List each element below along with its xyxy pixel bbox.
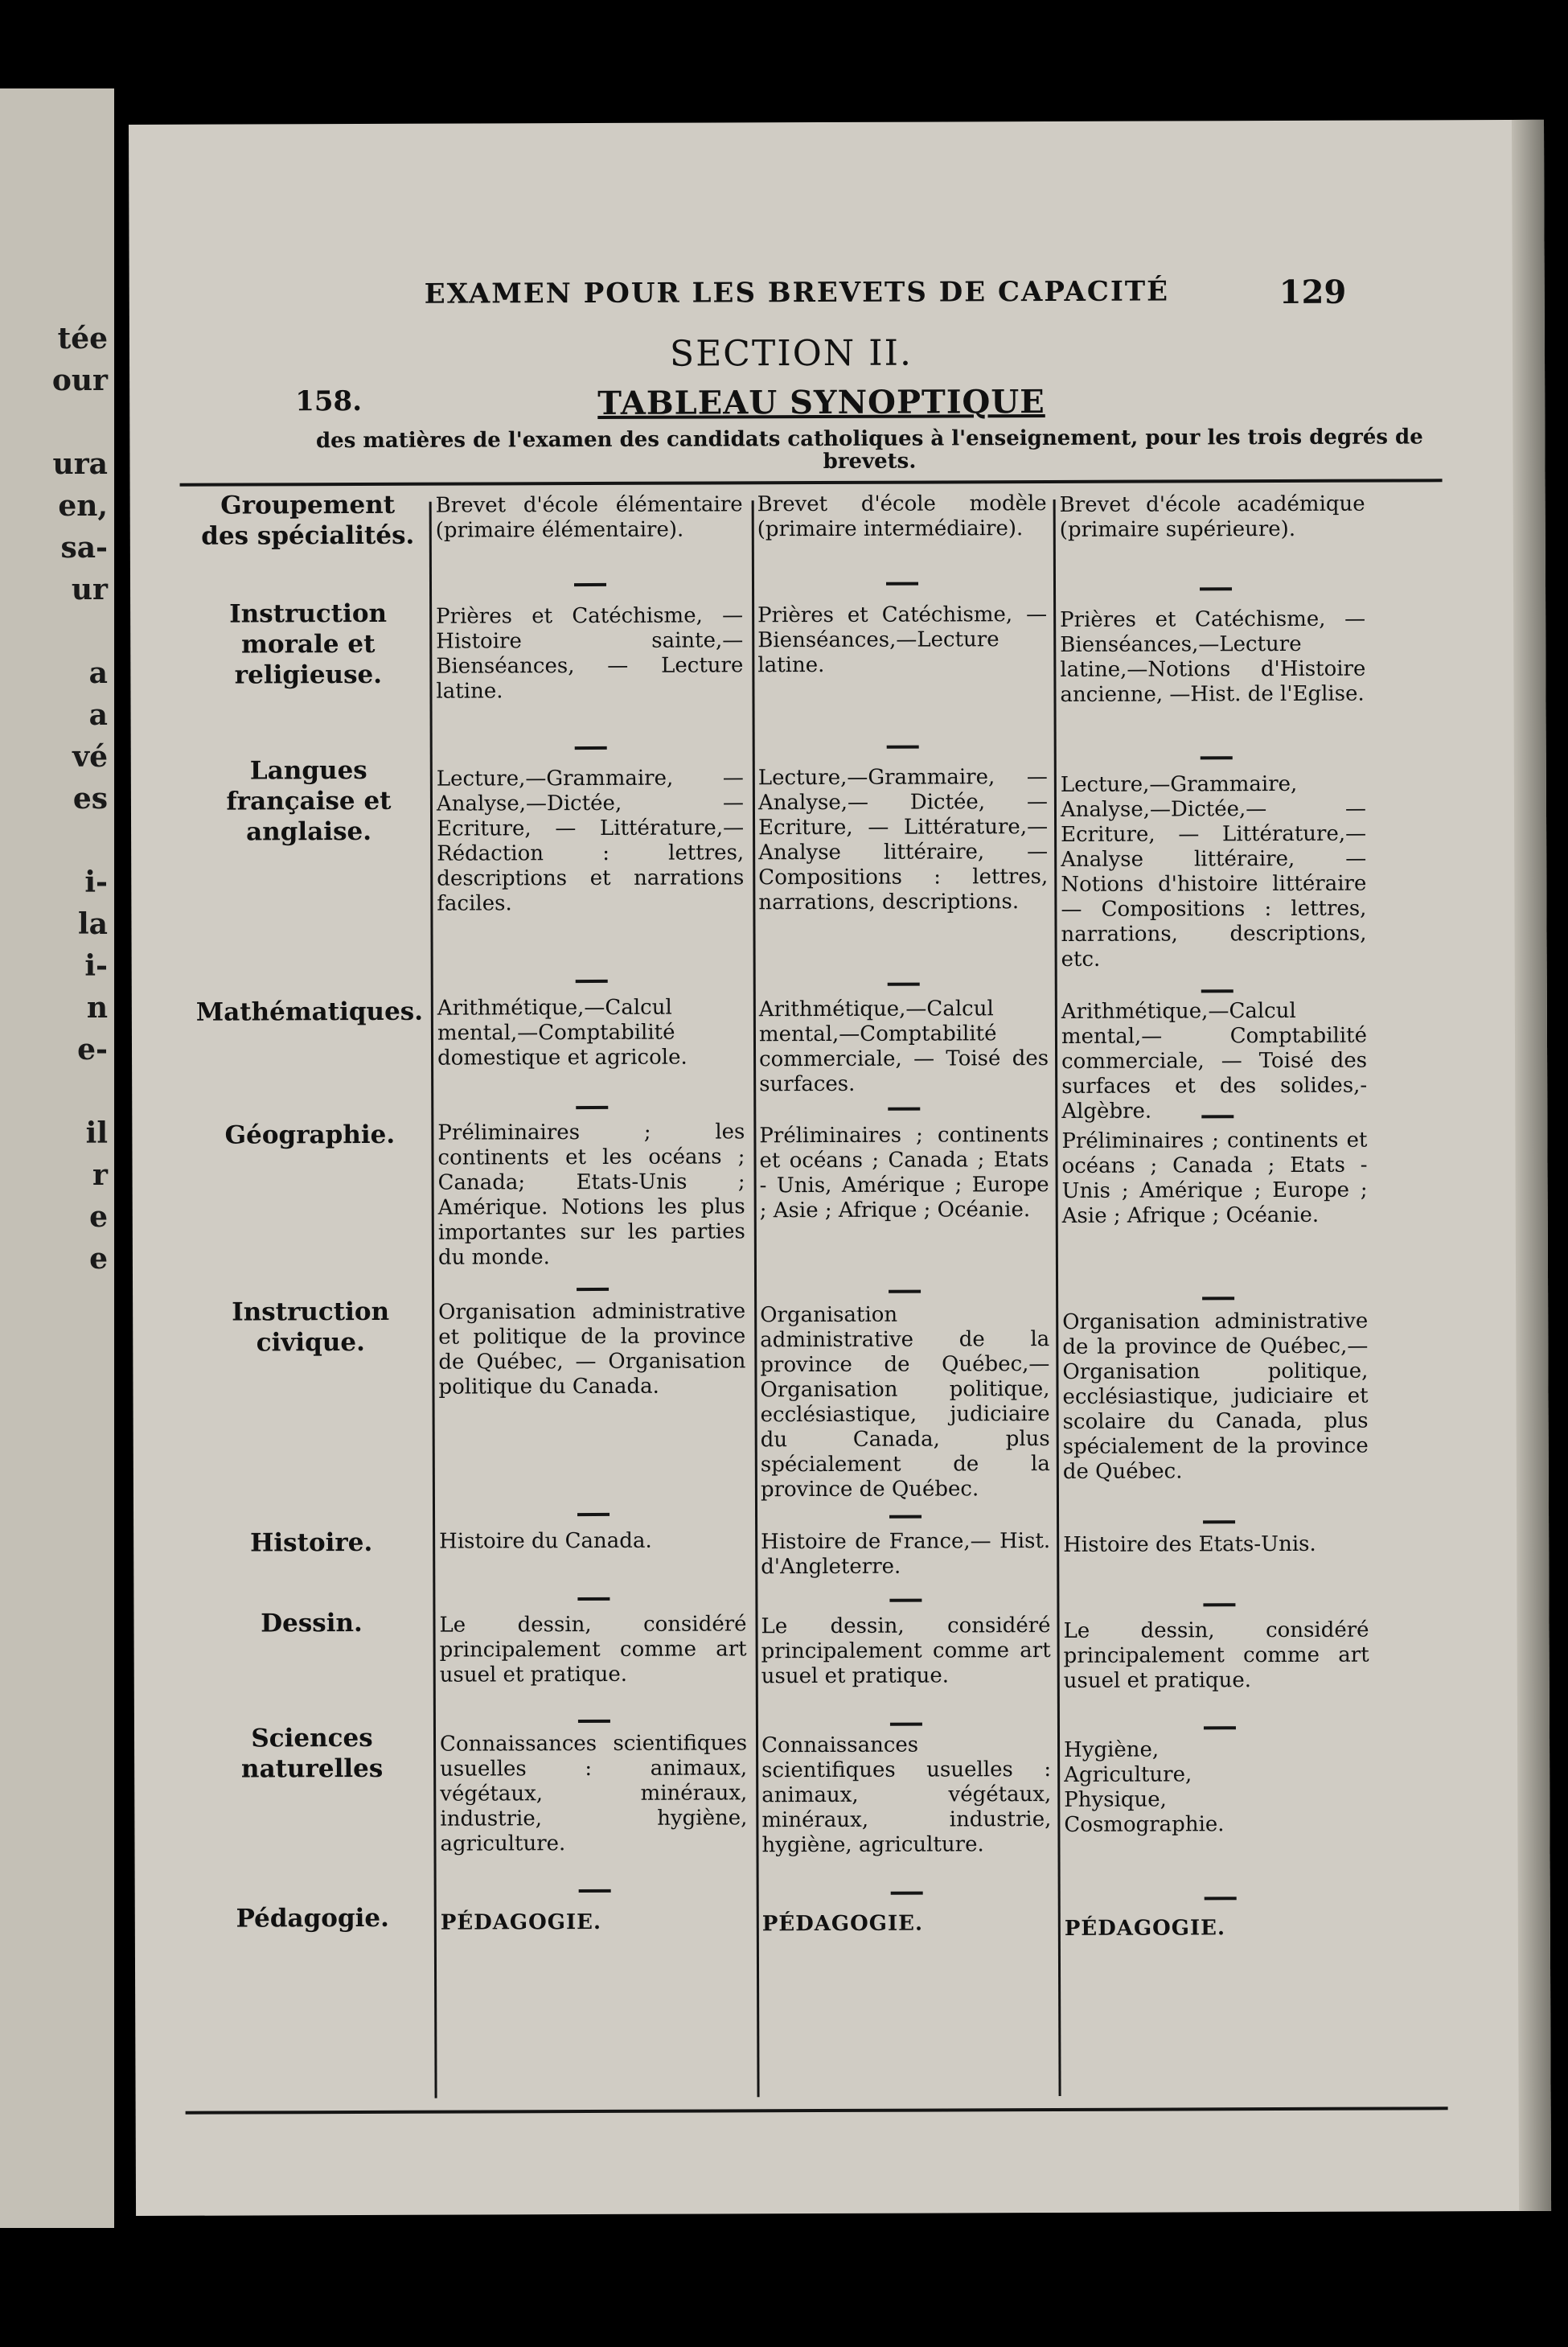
cell-elementaire: Organisation administrative et politique de la province de Québec, — Organisation politique du Canada. bbox=[438, 1299, 746, 1400]
dash-separator bbox=[1203, 1603, 1235, 1606]
page bbox=[129, 120, 1551, 2216]
cell-academique: Histoire des Etats-Unis. bbox=[1063, 1531, 1316, 1557]
cell-elementaire: Lecture,—Grammaire, —Analyse,—Dictée, —Ecriture, — Littérature,—Rédaction : lettres, descriptions et narrations faciles. bbox=[436, 766, 745, 916]
cell-modele: Le dessin, considéré principalement comme art usuel et pratique. bbox=[761, 1613, 1051, 1689]
cell-elementaire: Prières et Catéchisme, —Histoire sainte,— Bienséances, — Lecture latine. bbox=[436, 603, 744, 704]
dash-separator bbox=[1201, 989, 1233, 993]
table-title: TABLEAU SYNOPTIQUE bbox=[597, 383, 1045, 422]
cell-modele: Connaissances scientifiques usuelles : animaux, végétaux, minéraux, industrie, hygiène, agriculture. bbox=[761, 1733, 1052, 1858]
dash-separator bbox=[577, 1288, 609, 1291]
cell-academique: Prières et Catéchisme, —Bienséances,—Lecture latine,—Notions d'Histoire ancienne, —Hist. de l'Eglise. bbox=[1060, 606, 1366, 707]
bottom-rule bbox=[186, 2107, 1448, 2114]
row-subject: Instruction morale et religieuse. bbox=[229, 598, 388, 690]
page-number: 129 bbox=[1279, 273, 1347, 312]
row-subject: Pédagogie. bbox=[236, 1903, 389, 1934]
dash-separator bbox=[889, 1599, 922, 1602]
dash-separator bbox=[887, 746, 919, 749]
cell-elementaire: PÉDAGOGIE. bbox=[440, 1909, 602, 1935]
cell-elementaire: Le dessin, considéré principalement comme art usuel et pratique. bbox=[439, 1612, 747, 1687]
left-page-edge bbox=[0, 88, 114, 2228]
section-title: SECTION II. bbox=[669, 332, 913, 375]
dash-separator bbox=[1205, 1897, 1237, 1900]
cell-modele: Histoire de France,— Hist. d'Angleterre. bbox=[761, 1529, 1051, 1580]
cell-modele: Arithmétique,—Calcul mental,—Comptabilité commerciale, — Toisé des surfaces. bbox=[758, 997, 1049, 1097]
dash-separator bbox=[574, 583, 606, 586]
dash-separator bbox=[889, 1515, 922, 1519]
dash-separator bbox=[1201, 756, 1233, 759]
dash-separator bbox=[888, 983, 920, 986]
dash-separator bbox=[576, 980, 608, 983]
row-subject: Mathématiques. bbox=[195, 997, 424, 1027]
cell-modele: PÉDAGOGIE. bbox=[761, 1911, 924, 1937]
dash-separator bbox=[886, 582, 918, 586]
page-edge-shadow bbox=[1512, 120, 1551, 2211]
dash-separator bbox=[888, 1108, 920, 1111]
dash-separator bbox=[891, 1892, 923, 1895]
dash-separator bbox=[576, 1106, 608, 1109]
cell-modele: Préliminaires ; continents et océans ; Canada ; Etats - Unis, Amérique ; Europe ; Asie ; Afrique ; Océanie. bbox=[759, 1123, 1049, 1223]
row-subject: Instruction civique. bbox=[232, 1297, 390, 1358]
column-header-groupement: Groupement des spécialités. bbox=[201, 490, 415, 551]
dash-separator bbox=[890, 1723, 922, 1726]
row-subject: Géographie. bbox=[224, 1120, 396, 1150]
cell-academique: Le dessin, considéré principalement comme art usuel et pratique. bbox=[1063, 1617, 1369, 1693]
dash-separator bbox=[1200, 587, 1232, 590]
dash-separator bbox=[1202, 1297, 1234, 1300]
column-divider bbox=[752, 500, 760, 2097]
dash-separator bbox=[579, 1889, 611, 1893]
cell-academique: Hygiène, Agriculture, Physique, Cosmographie. bbox=[1064, 1737, 1225, 1837]
cell-modele: Lecture,—Grammaire, —Analyse,— Dictée, —Ecriture, — Littérature,—Analyse littéraire, — Compositions : lettres, narrations, descriptions. bbox=[757, 765, 1049, 915]
cell-elementaire: Préliminaires ; les continents et les océans ; Canada; Etats-Unis ; Amérique. Notions les plus importantes sur les parties du monde. bbox=[437, 1120, 745, 1270]
row-subject: Histoire. bbox=[250, 1527, 373, 1558]
cell-modele: Organisation administrative de la province de Québec,—Organisation politique, ecclésiastique, judiciaire du Canada, plus spécialement de la province de Québec. bbox=[760, 1302, 1050, 1502]
cell-academique: PÉDAGOGIE. bbox=[1064, 1916, 1226, 1941]
dash-separator bbox=[575, 746, 607, 750]
cell-elementaire: Arithmétique,—Calcul mental,—Comptabilité domestique et agricole. bbox=[437, 995, 688, 1071]
dash-separator bbox=[889, 1290, 921, 1293]
cell-academique: Organisation administrative de la province de Québec,—Organisation politique, ecclésiastique, judiciaire et scolaire du Canada, plus spécialement de la province de Québec. bbox=[1062, 1309, 1369, 1484]
left-page-fragment: tée our ura en, sa- ur a a vé es i- la i- n e- il r e e bbox=[51, 322, 108, 1276]
cell-modele: Prières et Catéchisme, —Bienséances,—Lecture latine. bbox=[757, 602, 1048, 678]
running-title: EXAMEN POUR LES BREVETS DE CAPACITÉ bbox=[424, 275, 1170, 310]
top-rule bbox=[180, 479, 1443, 486]
cell-academique: Préliminaires ; continents et océans ; Canada ; Etats - Unis ; Amérique ; Europe ; Asie ; Afrique ; Océanie. bbox=[1061, 1128, 1368, 1228]
article-number: 158. bbox=[295, 384, 363, 418]
dash-separator bbox=[1203, 1520, 1235, 1523]
dash-separator bbox=[1204, 1726, 1236, 1729]
table-subtitle: des matières de l'examen des candidats catholiques à l'enseignement, pour les trois degrés de brevets. bbox=[315, 425, 1423, 474]
column-divider bbox=[429, 502, 437, 2098]
row-subject: Dessin. bbox=[261, 1608, 363, 1638]
row-subject: Langues française et anglaise. bbox=[226, 755, 392, 847]
dash-separator bbox=[1201, 1115, 1233, 1118]
cell-elementaire: Connaissances scientifiques usuelles : animaux, végétaux, minéraux, industrie, hygiène, agriculture. bbox=[439, 1731, 748, 1856]
cell-academique: Arithmétique,—Calcul mental,— Comptabilité commerciale, — Toisé des surfaces et des solides,-Algèbre. bbox=[1061, 998, 1368, 1124]
column-header-academique: Brevet d'école académique (primaire supérieure). bbox=[1059, 491, 1365, 542]
dash-separator bbox=[577, 1513, 610, 1516]
cell-academique: Lecture,—Grammaire, Analyse,—Dictée,— — Ecriture, — Littérature,—Analyse littéraire, — Notions d'histoire littéraire— Compositions : lettres, narrations, descriptions, etc. bbox=[1060, 771, 1367, 972]
dash-separator bbox=[577, 1597, 610, 1601]
column-header-elementaire: Brevet d'école élémentaire (primaire élémentaire). bbox=[435, 492, 743, 543]
column-header-modele: Brevet d'école modèle (primaire intermédiaire). bbox=[757, 491, 1047, 542]
dash-separator bbox=[578, 1720, 610, 1723]
column-divider bbox=[1053, 499, 1061, 2096]
row-subject: Sciences naturelles bbox=[240, 1723, 384, 1784]
cell-elementaire: Histoire du Canada. bbox=[439, 1528, 652, 1554]
